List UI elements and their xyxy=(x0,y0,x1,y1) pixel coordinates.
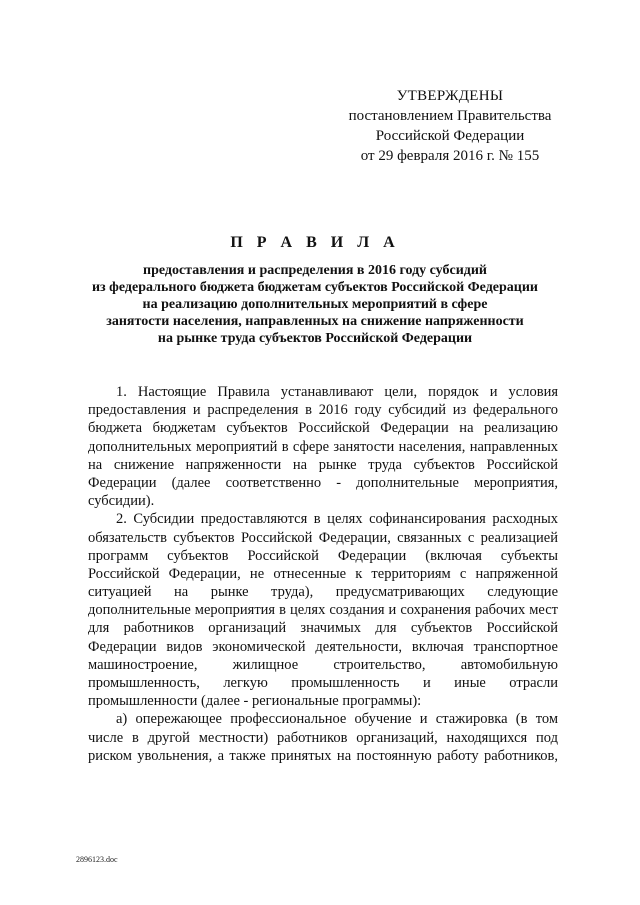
document-title: П Р А В И Л А xyxy=(230,234,400,251)
body-line: числе в другой местности) работников организаций, находящихся под xyxy=(88,729,558,746)
body-line: ситуацией на рынке труда), предусматривающих следующие xyxy=(88,584,558,601)
body-line: для работников организаций значимых для субъектов Российской xyxy=(88,620,558,637)
body-line: дополнительных мероприятий в сфере занятости населения, направленных xyxy=(88,438,558,455)
approval-date-line: от 29 февраля 2016 г. № 155 xyxy=(360,148,540,164)
body-line: Федерации видов экономической деятельности, включая транспортное xyxy=(88,638,558,655)
body-line: на снижение напряженности на рынке труда субъектов Российской xyxy=(88,456,558,473)
body-line: а) опережающее профессиональное обучение и стажировка (в том xyxy=(116,711,558,728)
body-line: машиностроение, жилищное строительство, автомобильную xyxy=(88,656,558,673)
approval-line: Российской Федерации xyxy=(375,128,525,144)
subtitle-line: из федерального бюджета бюджетам субъектов Российской Федерации xyxy=(91,280,538,295)
subtitle-line: предоставления и распределения в 2016 году субсидий xyxy=(143,263,487,278)
subtitle-line: на рынке труда субъектов Российской Федерации xyxy=(157,331,473,346)
approval-title: УТВЕРЖДЕНЫ xyxy=(396,88,504,104)
document-subtitle xyxy=(50,262,580,347)
body-line: Федерации (далее соответственно - дополнительные мероприятия, xyxy=(88,474,558,491)
body-line: обязательств субъектов Российской Федерации, связанных с реализацией xyxy=(88,529,558,546)
body-line: промышленность, легкую промышленность и иные отрасли xyxy=(88,675,558,691)
body-line: предоставления и распределения в 2016 году субсидий из федерального xyxy=(88,402,558,419)
body-line: 1. Настоящие Правила устанавливают цели, порядок и условия xyxy=(116,384,558,400)
approval-line: постановлением Правительства xyxy=(348,108,552,124)
approval-block xyxy=(330,86,570,166)
body-line: дополнительные мероприятия в целях создания и сохранения рабочих мест xyxy=(88,602,558,619)
body-line: риском увольнения, а также принятых на постоянную работу работников, xyxy=(88,747,558,764)
body-line: субсидии). xyxy=(88,493,155,510)
body-line: Российской Федерации, не отнесенные к территориям с напряженной xyxy=(88,565,558,582)
file-name-footer: 2896123.doc xyxy=(76,855,118,864)
subtitle-line: занятости населения, направленных на снижение напряженности xyxy=(106,314,524,329)
body-line: промышленности (далее - региональные программы): xyxy=(88,693,422,710)
body-line: бюджета бюджетам субъектов Российской Федерации на реализацию xyxy=(88,420,558,437)
body-line: программ субъектов Российской Федерации (включая субъекты xyxy=(88,547,558,564)
body-text xyxy=(88,383,558,765)
body-line: 2. Субсидии предоставляются в целях софинансирования расходных xyxy=(116,511,558,528)
subtitle-line: на реализацию дополнительных мероприятий в сфере xyxy=(142,297,488,312)
